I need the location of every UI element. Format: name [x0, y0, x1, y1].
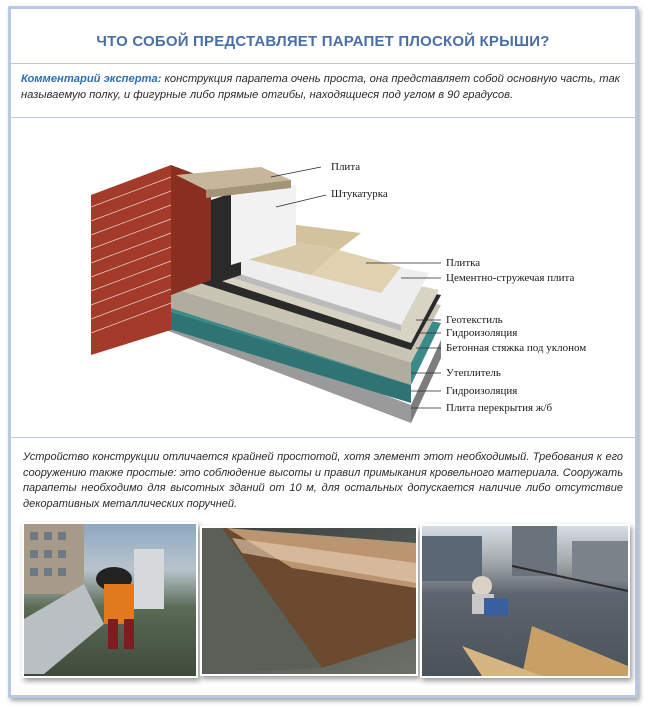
label-styazhka: Бетонная стяжка под уклоном — [446, 342, 587, 354]
page-title: ЧТО СОБОЙ ПРЕДСТАВЛЯЕТ ПАРАПЕТ ПЛОСКОЙ КРЫШИ? — [96, 33, 550, 50]
expert-label: Комментарий эксперта: — [21, 73, 162, 85]
label-gidro1: Гидроизоляция — [446, 327, 518, 339]
roof-workers-illustration — [422, 526, 628, 676]
label-shtukaturka: Штукатурка — [331, 188, 388, 200]
label-csp: Цементно-стружечая плита — [446, 272, 575, 284]
label-perekrytie: Плита перекрытия ж/б — [446, 402, 553, 414]
description: Устройство конструкции отличается крайней простотой, хотя элемент этот необходимый. Требования к его сооружению также простые: это соблюдение высоты и правил примыкания кровельного материала. Сооружать парапеты необходимо для высотных зданий от 10 м, для остальных допускается наличие либо отсутствие декоративных металлических поручней. — [23, 451, 623, 510]
label-plitka: Плитка — [446, 257, 481, 269]
divider — [11, 117, 635, 118]
divider — [11, 437, 635, 438]
photo-roof-workers — [420, 524, 630, 678]
label-plita: Плита — [331, 161, 361, 173]
label-uteplitel: Утеплитель — [446, 367, 501, 379]
worker-illustration — [24, 524, 196, 676]
expert-comment — [21, 71, 625, 103]
parapet-cap-illustration — [202, 528, 416, 674]
label-gidro2: Гидроизоляция — [446, 385, 518, 397]
photo-parapet-cap — [200, 526, 418, 676]
label-geotextil: Геотекстиль — [446, 314, 503, 326]
parapet-diagram — [81, 145, 601, 435]
divider — [11, 63, 635, 64]
expert-text: конструкция парапета очень проста, она представляет собой основную часть, так называемую полку, и фигурные либо прямые отгибы, находящиеся под углом в 90 градусов. — [21, 73, 620, 101]
photo-worker-on-roof — [22, 522, 198, 678]
